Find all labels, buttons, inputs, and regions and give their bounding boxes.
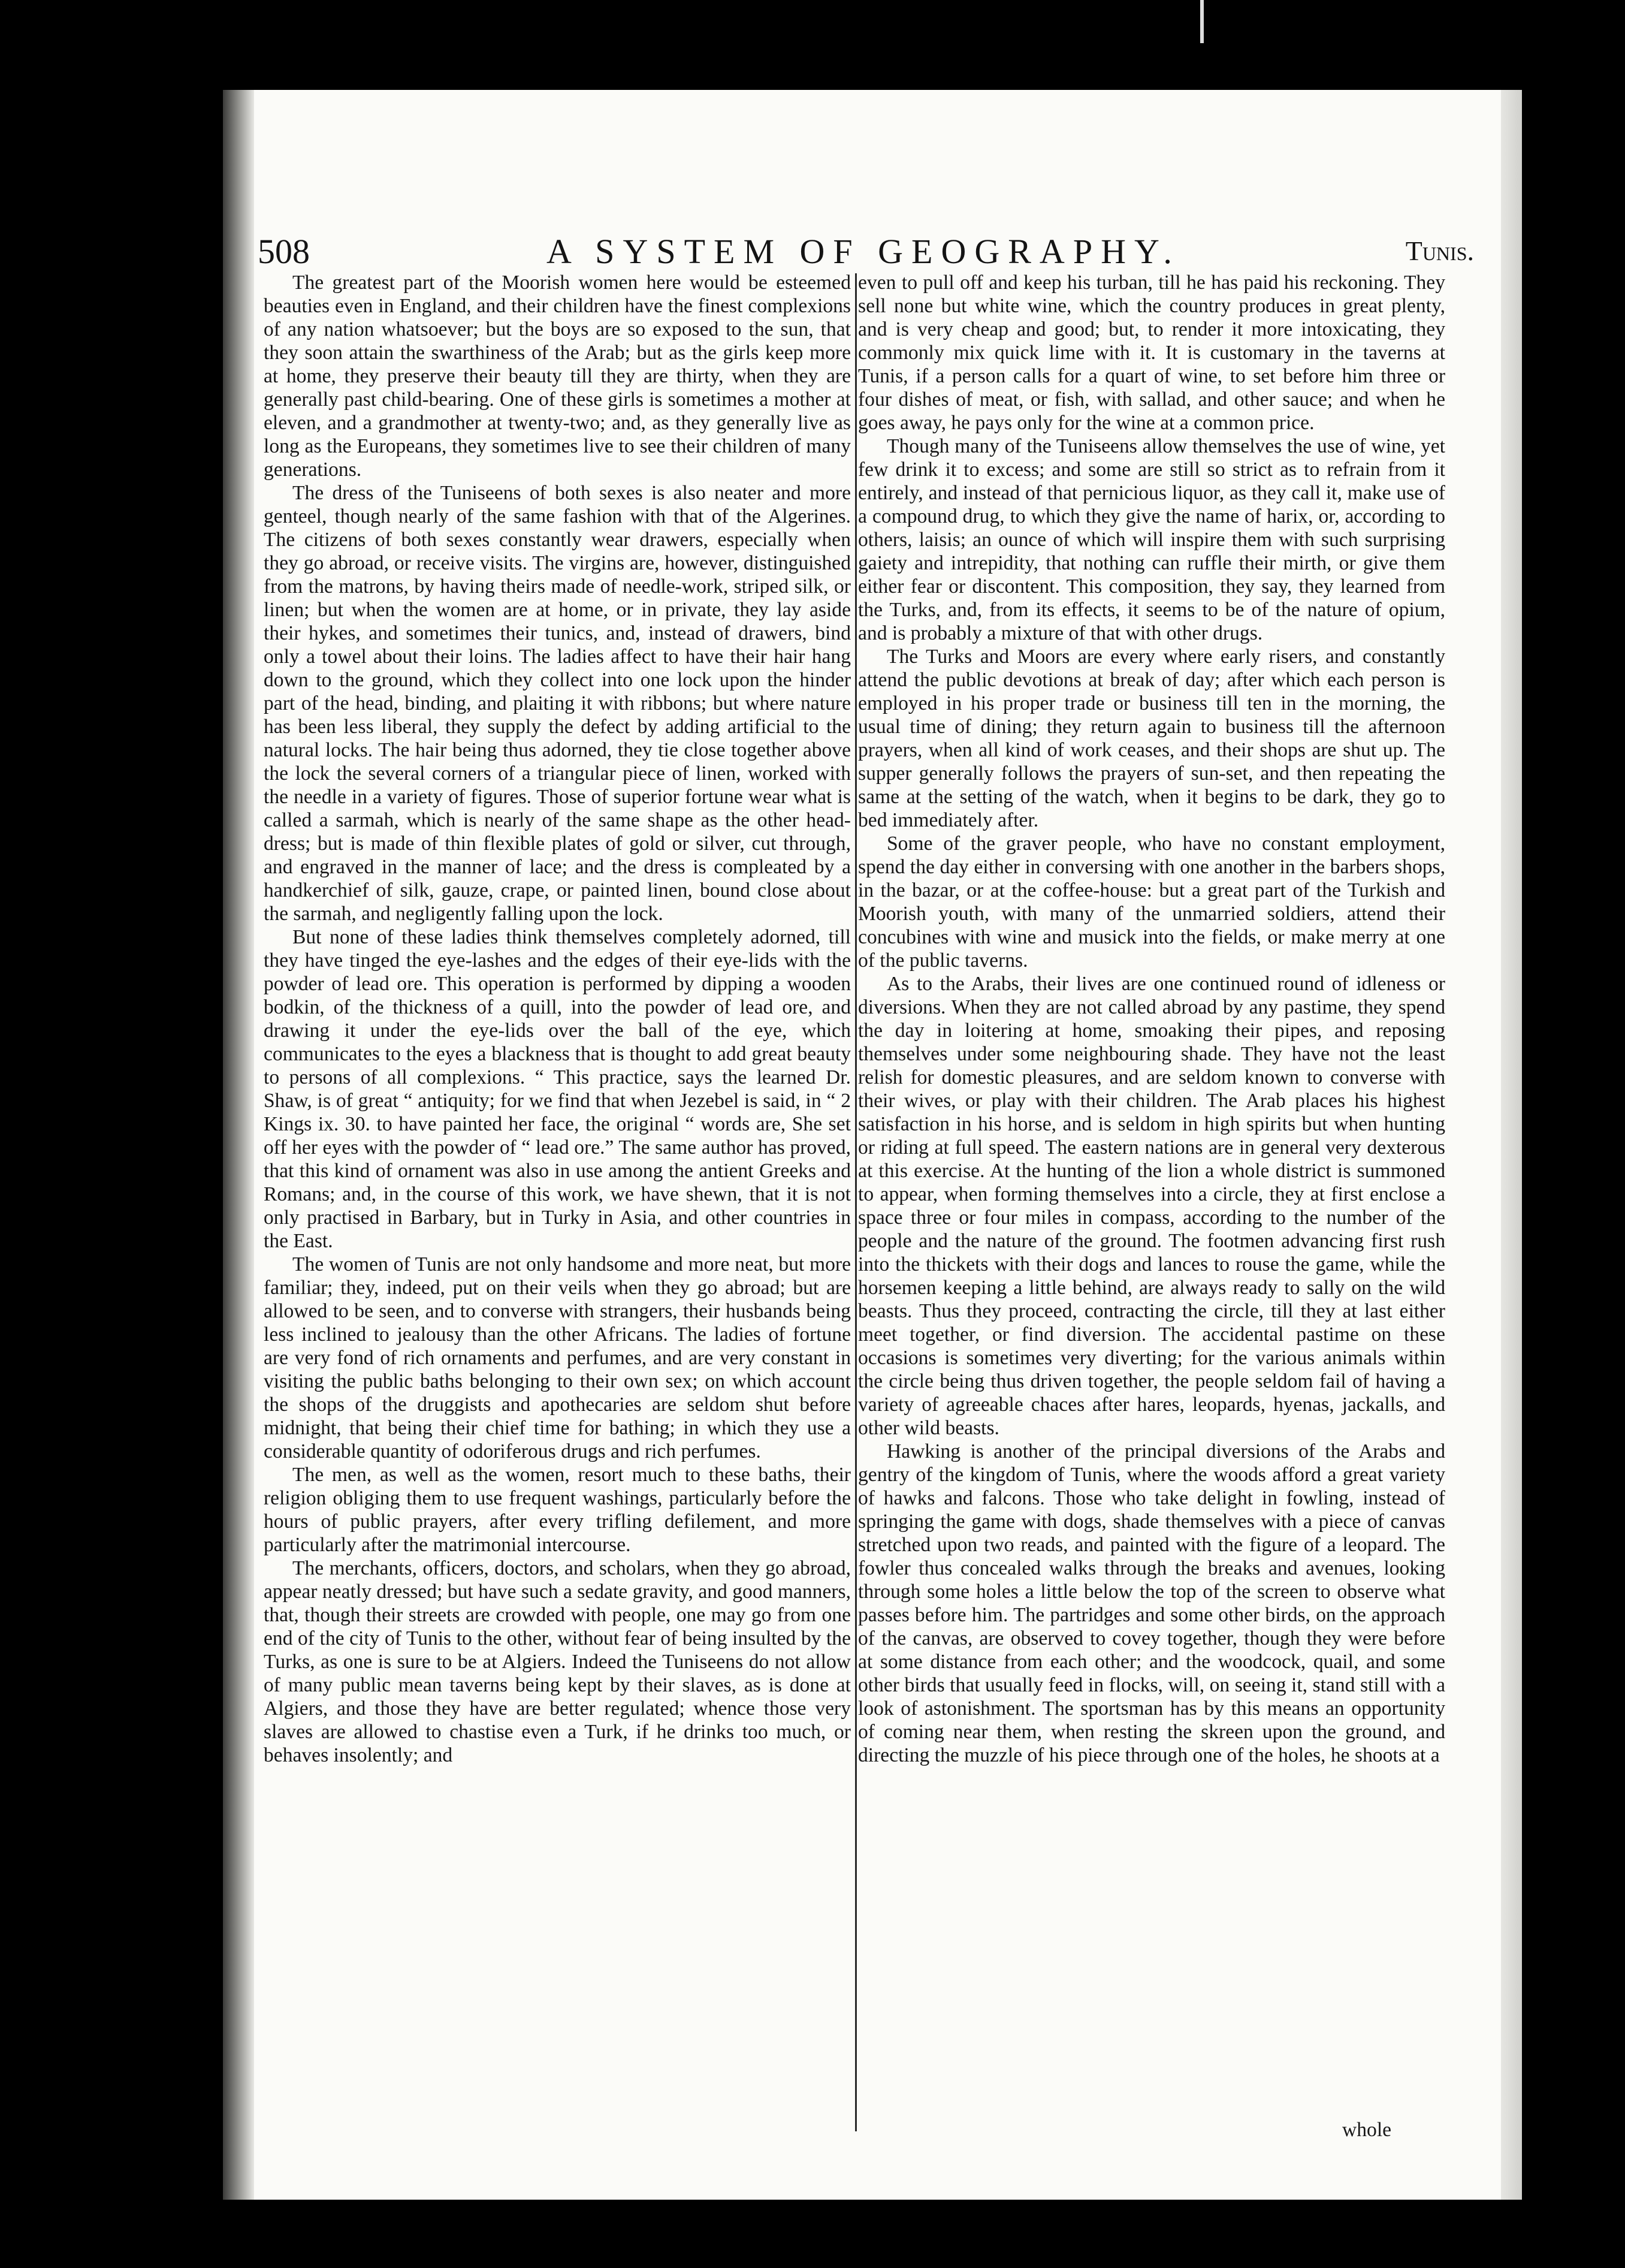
paragraph: The men, as well as the women, resort much to these baths, their religion obliging them to use frequent washings, particularly before the hours of public prayers, after every trifling defilement, and more particularly after the matrimonial intercourse. — [264, 1464, 851, 1556]
page-number: 508 — [258, 232, 310, 271]
page-header — [258, 231, 1474, 271]
paragraph: The merchants, officers, doctors, and scholars, when they go abroad, appear neatly dressed; but have such a sedate gravity, and good manners, that, though their streets are crowded with people, one may go from one end of the city of Tunis to the other, without fear of being insulted by the Turks, as one is sure to be at Algiers. Indeed the Tuniseens do not allow of many public mean taverns being kept by their slaves, as is done at Algiers, and those they have are better regulated; whence those very slaves are allowed to chastise even a Turk, if he drinks too much, or behaves insolently; and — [264, 1557, 851, 1766]
right-column — [858, 271, 1445, 2129]
paragraph: But none of these ladies think themselves completely adorned, till they have tinged the eye-lashes and the edges of their eye-lids with the powder of lead ore. This operation is performed by dipping a wooden bodkin, of the thickness of a quill, into the powder of lead ore, and drawing it under the eye-lids over the ball of the eye, which communicates to the eyes a blackness that is thought to add great beauty to persons of all complexions. “ This practice, says the learned Dr. Shaw, is of great “ antiquity; for we find that when Jezebel is said, in “ 2 Kings ix. 30. to have painted her face, the original “ words are, She set off her eyes with the powder of “ lead ore.” The same author has proved, that this kind of ornament was also in use among the antient Greeks and Romans; and, in the course of this work, we have shewn, that it is not only practised in Barbary, but in Turky in Asia, and other countries in the East. — [264, 926, 851, 1252]
paragraph: The Turks and Moors are every where early risers, and constantly attend the public devotions at break of day; after which each person is employed in his proper trade or business till ten in the morning, the usual time of dining; they return again to business till the afternoon prayers, when all kind of work ceases, and their shops are shut up. The supper generally follows the prayers of sun-set, and then repeating the same at the setting of the watch, when it begins to be dark, they go to bed immediately after. — [858, 646, 1445, 831]
paragraph-continued: even to pull off and keep his turban, till he has paid his reckoning. They sell none but white wine, which the country produces in great plenty, and is very cheap and good; but, to render it more intoxicating, they commonly mix quick lime with it. It is customary in the taverns at Tunis, if a person calls for a quart of wine, to set before him three or four dishes of meat, or fish, with sallad, and other sauce; and when he goes away, he pays only for the wine at a common price. — [858, 272, 1445, 434]
book-spine-shadow — [223, 90, 254, 2200]
column-divider — [855, 273, 857, 2131]
section-heading: Tunis. — [1405, 236, 1474, 266]
left-column — [264, 271, 851, 2129]
paragraph: Though many of the Tuniseens allow themselves the use of wine, yet few drink it to excess; and some are still so strict as to refrain from it entirely, and instead of that pernicious liquor, as they call it, make use of a compound drug, to which they give the name of harix, or, according to others, laisis; an ounce of which will inspire them with such surprising gaiety and intrepidity, that nothing can ruffle their mirth, or give them either fear or discontent. This composition, they say, they learned from the Turks, and, from its effects, it seems to be of the nature of opium, and is probably a mixture of that with other drugs. — [858, 435, 1445, 644]
catchword: whole — [1342, 2119, 1392, 2141]
paragraph: Hawking is another of the principal diversions of the Arabs and gentry of the kingdom of Tunis, where the woods afford a great variety of hawks and falcons. Those who take delight in fowling, instead of springing the game with dogs, shade themselves with a piece of canvas stretched upon two reads, and painted with the figure of a leopard. The fowler thus concealed walks through the breaks and avenues, looking through some holes a little below the top of the screen to observe what passes before him. The partridges and some other birds, on the approach of the canvas, are observed to covey together, though they were before at some distance from each other; and the woodcock, quail, and some other birds that usually feed in flocks, will, on seeing it, stand still with a look of astonishment. The sportsman has by this means an opportunity of coming near them, when resting the skreen upon the ground, and directing the muzzle of his piece through one of the holes, he shoots at a — [858, 1440, 1445, 1766]
paragraph: Some of the graver people, who have no constant employment, spend the day either in conversing with one another in the barbers shops, in the bazar, or at the coffee-house: but a great part of the Turkish and Moorish youth, with many of the unmarried soldiers, attend their concubines with wine and musick into the fields, or make merry at one of the public taverns. — [858, 833, 1445, 972]
paragraph: As to the Arabs, their lives are one continued round of idleness or diversions. When they are not called abroad by any pastime, they spend the day in loitering at home, smoaking their pipes, and reposing themselves under some neighbouring shade. They have not the least relish for domestic pleasures, and are seldom known to converse with their wives, or play with their children. The Arab places his highest satisfaction in his horse, and is seldom in high spirits but when hunting or riding at full speed. The eastern nations are in general very dexterous at this exercise. At the hunting of the lion a whole district is summoned to appear, when forming themselves into a circle, they at first enclose a space three or four miles in compass, according to the number of the people and the nature of the ground. The footmen advancing first rush into the thickets with their dogs and lances to rouse the game, while the horsemen keeping a little behind, are always ready to sally on the wild beasts. Thus they proceed, contracting the circle, till they at last either meet together, or find diversion. The accidental pastime on these occasions is sometimes very diverting; for the various animals within the circle being thus driven together, the people seldom fail of having a variety of agreeable chaces after hares, leopards, hyenas, jackalls, and other wild beasts. — [858, 973, 1445, 1439]
paragraph: The women of Tunis are not only handsome and more neat, but more familiar; they, indeed, put on their veils when they go abroad; but are allowed to be seen, and to converse with strangers, their husbands being less inclined to jealousy than the other Africans. The ladies of fortune are very fond of rich ornaments and perfumes, and are very constant in visiting the public baths belonging to their own sex; on which account the shops of the druggists and apothecaries are seldom shut before midnight, that being their chief time for bathing; in which they use a considerable quantity of odoriferous drugs and rich perfumes. — [264, 1253, 851, 1462]
running-title: A SYSTEM OF GEOGRAPHY. — [546, 232, 1180, 271]
page-edge — [1501, 90, 1522, 2200]
paragraph: The greatest part of the Moorish women here would be esteemed beauties even in England, and their children have the finest complexions of any nation whatsoever; but the boys are so exposed to the sun, that they soon attain the swarthiness of the Arab; but as the girls keep more at home, they preserve their beauty till they are thirty, when they are generally past child-bearing. One of these girls is sometimes a mother at eleven, and a grandmother at twenty-two; and, as they generally live as long as the Europeans, they sometimes live to see their children of many generations. — [264, 272, 851, 481]
paragraph: The dress of the Tuniseens of both sexes is also neater and more genteel, though nearly of the same fashion with that of the Algerines. The citizens of both sexes constantly wear drawers, especially when they go abroad, or receive visits. The virgins are, however, distinguished from the matrons, by having theirs made of needle-work, striped silk, or linen; but when the women are at home, or in private, they lay aside their hykes, and sometimes their tunics, and, instead of drawers, bind only a towel about their loins. The ladies affect to have their hair hang down to the ground, which they collect into one lock upon the hinder part of the head, binding, and plaiting it with ribbons; but where nature has been less liberal, they supply the defect by adding artificial to the natural locks. The hair being thus adorned, they tie close together above the lock the several corners of a triangular piece of linen, worked with the needle in a variety of figures. Those of superior fortune wear what is called a sarmah, which is nearly of the same shape as the other head-dress; but is made of thin flexible plates of gold or silver, cut through, and engraved in the manner of lace; and the dress is compleated by a handkerchief of silk, gauze, crape, or painted linen, bound close about the sarmah, and negligently falling upon the lock. — [264, 482, 851, 925]
scan-mark — [1200, 0, 1204, 43]
